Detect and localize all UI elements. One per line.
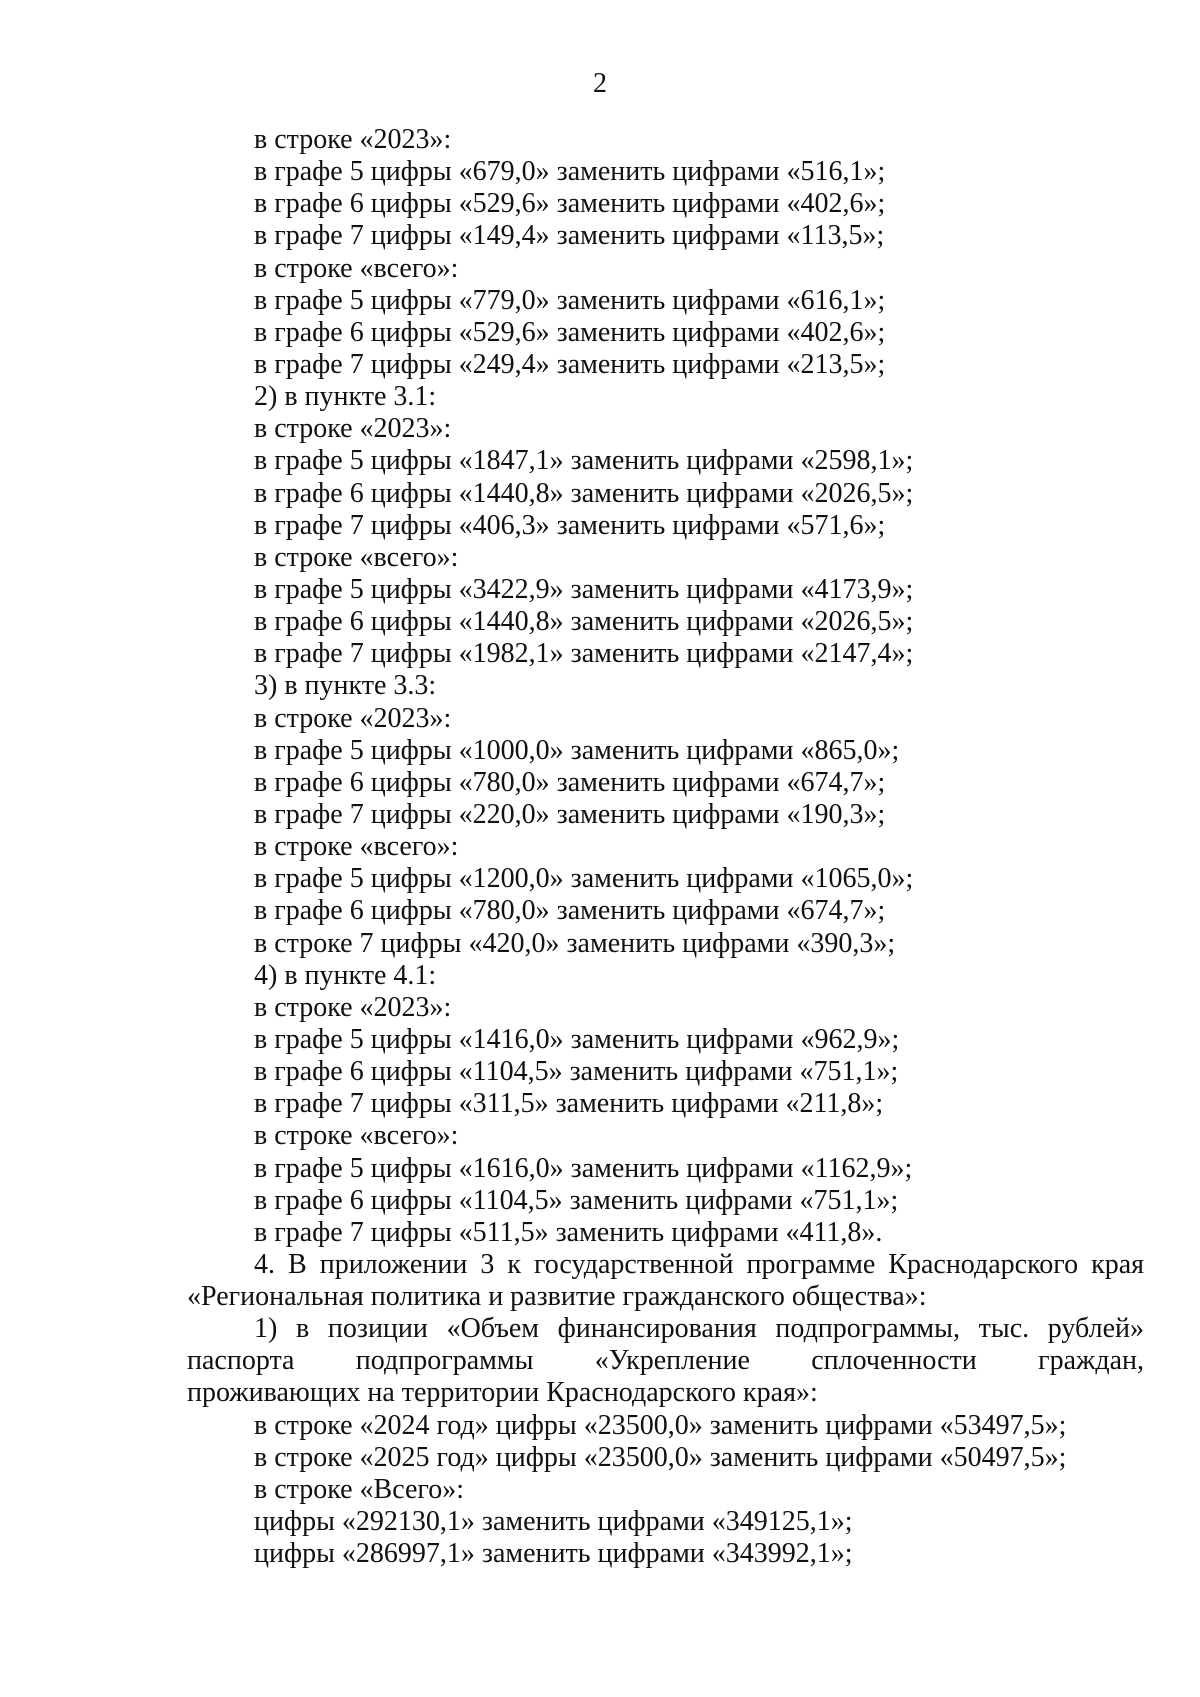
text-line: в строке «всего»: (254, 541, 459, 573)
text-line: 4. В приложении 3 к государственной программе Краснодарского края (254, 1248, 1144, 1280)
text-line: 2) в пункте 3.1: (254, 381, 437, 413)
text-line: в графе 6 цифры «1104,5» заменить цифрами «751,1»; (254, 1056, 899, 1088)
text-line: в строке «2023»: (254, 991, 452, 1023)
text-line: 1) в позиции «Объем финансирования подпрограммы, тыс. рублей» (254, 1313, 1144, 1345)
text-line: в строке «2023»: (254, 413, 452, 445)
text-line: проживающих на территории Краснодарского края»: (187, 1377, 818, 1409)
text-line: в строке «2023»: (254, 124, 452, 155)
text-line: в графе 5 цифры «779,0» заменить цифрами «616,1»; (254, 284, 886, 316)
text-line: 3) в пункте 3.3: (254, 670, 437, 702)
text-line: цифры «292130,1» заменить цифрами «349125,1»; (254, 1506, 853, 1538)
text-line: в графе 6 цифры «1104,5» заменить цифрами «751,1»; (254, 1184, 899, 1216)
text-line: в графе 7 цифры «311,5» заменить цифрами «211,8»; (254, 1088, 884, 1120)
text-line: в графе 6 цифры «1440,8» заменить цифрами «2026,5»; (254, 477, 914, 509)
text-line: в строке «2025 год» цифры «23500,0» заменить цифрами «50497,5»; (254, 1441, 1067, 1473)
text-line: в графе 6 цифры «780,0» заменить цифрами «674,7»; (254, 895, 886, 927)
text-line: в графе 5 цифры «1847,1» заменить цифрами «2598,1»; (254, 445, 914, 477)
text-line: в графе 7 цифры «406,3» заменить цифрами «571,6»; (254, 509, 886, 541)
text-line: паспорта подпрограммы «Укрепление сплоченности граждан, (187, 1345, 1144, 1377)
page-number: 2 (593, 68, 607, 99)
text-line: цифры «286997,1» заменить цифрами «343992,1»; (254, 1538, 853, 1570)
text-line: в графе 7 цифры «220,0» заменить цифрами «190,3»; (254, 798, 886, 830)
text-line: в строке «2024 год» цифры «23500,0» заменить цифрами «53497,5»; (254, 1409, 1067, 1441)
text-line: «Региональная политика и развитие гражданского общества»: (187, 1281, 927, 1313)
text-line: в графе 5 цифры «1200,0» заменить цифрами «1065,0»; (254, 863, 914, 895)
text-line: в графе 6 цифры «1440,8» заменить цифрами «2026,5»; (254, 606, 914, 638)
document-body (187, 124, 1144, 1570)
text-line: в строке «всего»: (254, 252, 459, 284)
text-line: в строке «всего»: (254, 1120, 459, 1152)
text-line: в графе 5 цифры «1000,0» заменить цифрами «865,0»; (254, 734, 900, 766)
text-line: в строке «всего»: (254, 831, 459, 863)
text-line: в графе 5 цифры «1416,0» заменить цифрами «962,9»; (254, 1023, 900, 1055)
text-line: в графе 7 цифры «249,4» заменить цифрами «213,5»; (254, 348, 886, 380)
text-line: в графе 6 цифры «529,6» заменить цифрами «402,6»; (254, 188, 886, 220)
text-line: в строке 7 цифры «420,0» заменить цифрами «390,3»; (254, 927, 896, 959)
text-line: в графе 5 цифры «3422,9» заменить цифрами «4173,9»; (254, 573, 914, 605)
text-line: в строке «Всего»: (254, 1473, 464, 1505)
text-line: в графе 7 цифры «1982,1» заменить цифрами «2147,4»; (254, 638, 914, 670)
text-line: в графе 6 цифры «780,0» заменить цифрами «674,7»; (254, 766, 886, 798)
text-line: в строке «2023»: (254, 702, 452, 734)
text-line: в графе 6 цифры «529,6» заменить цифрами «402,6»; (254, 316, 886, 348)
text-line: в графе 7 цифры «149,4» заменить цифрами «113,5»; (254, 220, 885, 252)
text-line: в графе 5 цифры «679,0» заменить цифрами «516,1»; (254, 156, 886, 188)
text-line: в графе 7 цифры «511,5» заменить цифрами «411,8». (254, 1216, 883, 1248)
text-line: в графе 5 цифры «1616,0» заменить цифрами «1162,9»; (254, 1152, 913, 1184)
text-line: 4) в пункте 4.1: (254, 959, 437, 991)
